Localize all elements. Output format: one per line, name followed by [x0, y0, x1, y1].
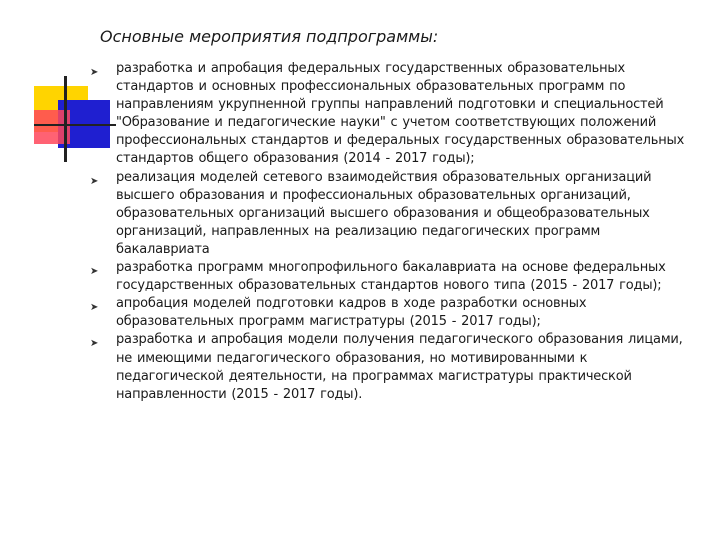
- bullet-list: [90, 60, 698, 404]
- arrowhead-bullet-icon: ➤: [90, 67, 99, 78]
- list-item: [90, 60, 698, 169]
- arrowhead-bullet-icon: ➤: [90, 175, 99, 187]
- slide-title: Основные мероприятия подпрограммы:: [100, 27, 439, 46]
- vertical-line: [64, 76, 67, 162]
- list-item-text: апробация моделей подготовки кадров в ходе разработки основных образовательных программ магистратуры (2015 - 2017 годы);: [116, 296, 587, 330]
- list-item-text: реализация моделей сетевого взаимодействия образовательных организаций высшего образования и профессиональных образовательных организаций, образовательных организаций высшего образования и общеобразовательных организаций, направленных на реализацию педагогических программ бакалавриата: [116, 169, 652, 257]
- list-item: [90, 259, 698, 295]
- arrowhead-bullet-icon: ➤: [90, 302, 99, 314]
- list-item: [90, 295, 698, 331]
- list-item-text: разработка и апробация федеральных государственных образовательных стандартов и основных профессиональных образовательных программ по направлениям укрупненной группы направлений подготовки и специальностей "Образование и педагогические науки" с учетом соответствующих положений профессиональных стандартов и федеральных государственных образовательных стандартов общего образования (2014 - 2017 годы);: [116, 61, 685, 167]
- arrowhead-bullet-icon: ➤: [90, 338, 99, 350]
- list-item-text: разработка программ многопрофильного бакалавриата на основе федеральных государственных образовательных стандартов нового типа (2015 - 2017 годы);: [116, 260, 666, 294]
- list-item-text: разработка и апробация модели получения педагогического образования лицами, не имеющими педагогического образования, но мотивированными к педагогической деятельности, на программах магистратуры практической направленности (2015 - 2017 годы).: [116, 332, 683, 402]
- list-item: [90, 331, 698, 403]
- list-item: [90, 169, 698, 259]
- arrowhead-bullet-icon: ➤: [90, 266, 99, 278]
